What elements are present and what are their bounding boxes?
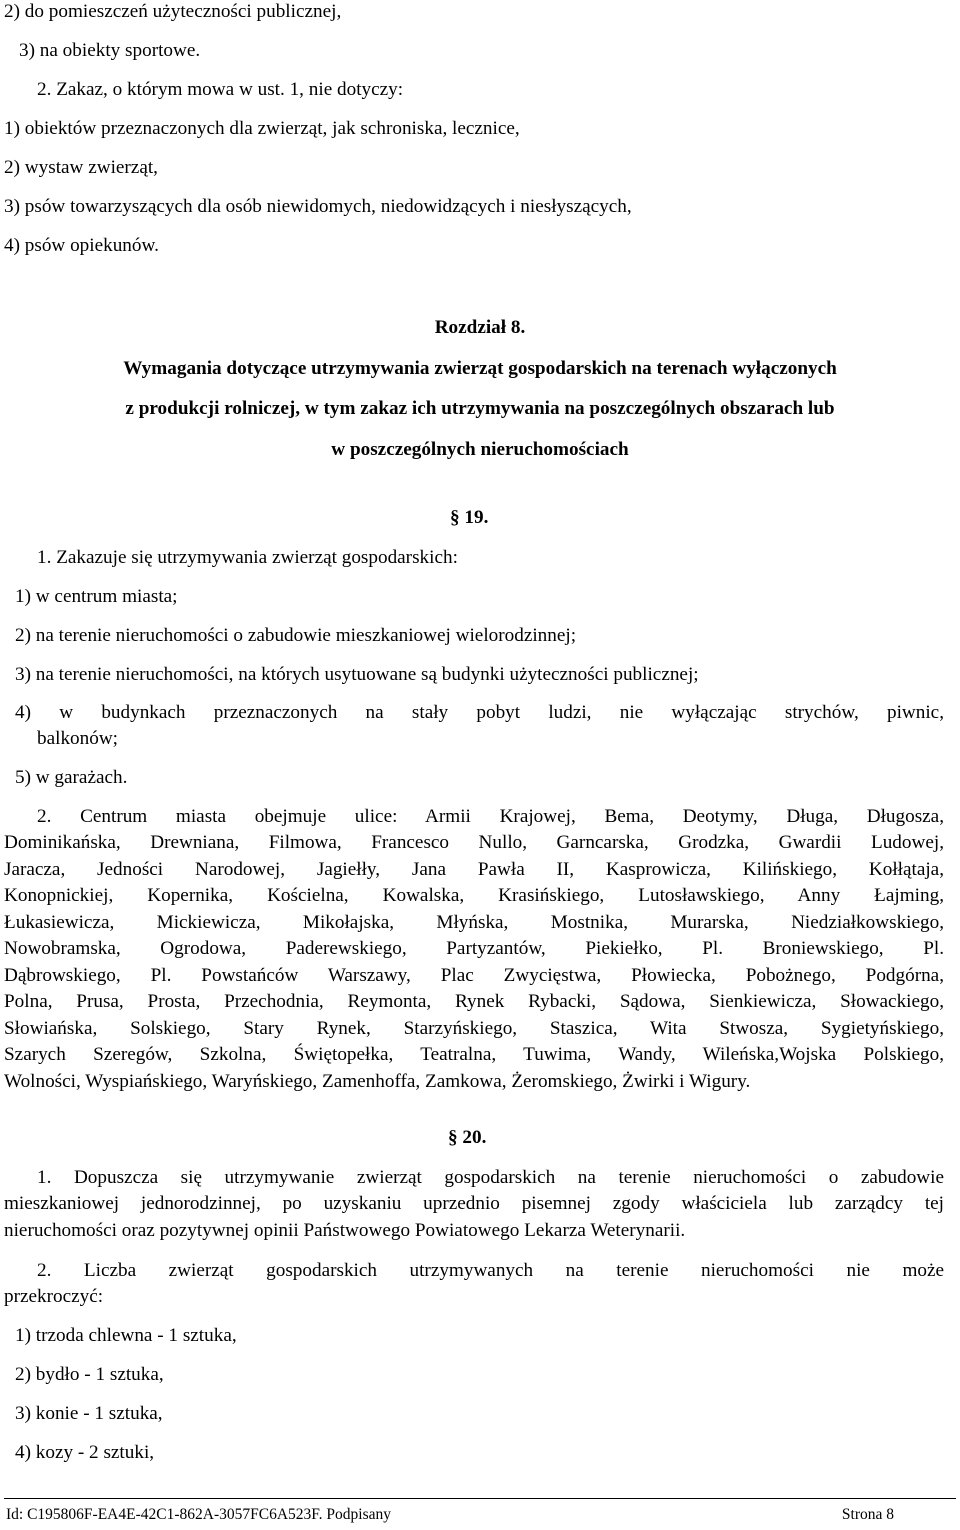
footer-divider: [4, 1498, 956, 1499]
paragraph-line: 1. Dopuszcza się utrzymywanie zwierząt gospodarskich na terenie nieruchomości o zabudowie: [37, 1167, 944, 1188]
section-number: 20.: [462, 1127, 487, 1148]
section-heading-20: [448, 1126, 486, 1149]
paragraph-line: Dąbrowskiego, Pl. Powstańców Warszawy, Plac Zwycięstwa, Płowiecka, Pobożnego, Podgórna,: [4, 965, 944, 986]
document-id: Id: C195806F-EA4E-42C1-862A-3057FC6A523F. Podpisany: [6, 1506, 391, 1523]
paragraph-line: 2. Centrum miasta obejmuje ulice: Armii Krajowej, Bema, Deotymy, Długa, Długosza,: [37, 806, 944, 827]
list-item: 3) psów towarzyszących dla osób niewidomych, niedowidzących i niesłyszących,: [4, 196, 632, 217]
paragraph-line: Dominikańska, Drewniana, Filmowa, Francesco Nullo, Garncarska, Grodzka, Gwardii Ludowej,: [4, 832, 944, 853]
paragraph-line: mieszkaniowej jednorodzinnej, po uzyskaniu uprzednio pisemnej zgody właściciela lub zarządcy tej: [4, 1193, 944, 1214]
list-item: 1) trzoda chlewna - 1 sztuka,: [15, 1325, 237, 1346]
paragraph-line: Łukasiewicza, Mickiewicza, Mikołajska, Młyńska, Mostnika, Murarska, Niedziałkowskiego,: [4, 912, 944, 933]
list-item: 4) w budynkach przeznaczonych na stały pobyt ludzi, nie wyłączając strychów, piwnic,: [15, 702, 944, 723]
section-heading-19: [450, 506, 488, 529]
paragraph-line: Jaracza, Jedności Narodowej, Jagiełły, Jana Pawła II, Kasprowicza, Kilińskiego, Kołłątaja,: [4, 859, 944, 880]
list-item: 1) obiektów przeznaczonych dla zwierząt, jak schroniska, lecznice,: [4, 118, 520, 139]
paragraph-line: Nowobramska, Ogrodowa, Paderewskiego, Partyzantów, Piekiełko, Pl. Broniewskiego, Pl.: [4, 938, 944, 959]
paragraph-line: Polna, Prusa, Prosta, Przechodnia, Reymonta, Rynek Rybacki, Sądowa, Sienkiewicza, Słowackiego,: [4, 991, 944, 1012]
paragraph-line: Słowiańska, Solskiego, Stary Rynek, Starzyńskiego, Staszica, Wita Stwosza, Sygietyńskiego,: [4, 1018, 944, 1039]
chapter-title-line: z produkcji rolniczej, w tym zakaz ich utrzymywania na poszczególnych obszarach lub: [125, 398, 835, 419]
list-item: 3) na obiekty sportowe.: [19, 40, 201, 61]
list-item: 1) w centrum miasta;: [15, 586, 178, 607]
list-item: 2) bydło - 1 sztuka,: [15, 1364, 164, 1385]
list-item: 3) konie - 1 sztuka,: [15, 1403, 163, 1424]
paragraph-line: Konopnickiej, Kopernika, Kościelna, Kowalska, Krasińskiego, Lutosławskiego, Anny Łajming,: [4, 885, 944, 906]
chapter-label: Rozdział 8.: [434, 317, 526, 338]
section-number: 19.: [464, 507, 489, 528]
paragraph-intro: 2. Zakaz, o którym mowa w ust. 1, nie dotyczy:: [37, 79, 404, 100]
paragraph-line: nieruchomości oraz pozytywnej opinii Państwowego Powiatowego Lekarza Weterynarii.: [4, 1220, 686, 1241]
list-item: 3) na terenie nieruchomości, na których usytuowane są budynki użyteczności publicznej;: [15, 664, 699, 685]
list-item: 4) kozy - 2 sztuki,: [15, 1442, 155, 1463]
list-item: 2) na terenie nieruchomości o zabudowie mieszkaniowej wielorodzinnej;: [15, 625, 577, 646]
section-symbol: §: [448, 1127, 458, 1148]
list-item: 5) w garażach.: [15, 767, 128, 788]
section-symbol: §: [450, 507, 460, 528]
chapter-title-line: w poszczególnych nieruchomościach: [331, 439, 629, 460]
paragraph-line: przekroczyć:: [4, 1286, 104, 1307]
paragraph-line: Szarych Szeregów, Szkolna, Świętopełka, Teatralna, Tuwima, Wandy, Wileńska,Wojska Polskiego,: [4, 1044, 944, 1065]
chapter-title-line: Wymagania dotyczące utrzymywania zwierząt gospodarskich na terenach wyłączonych: [123, 358, 837, 379]
list-item-continuation: balkonów;: [37, 728, 119, 749]
page-number: Strona 8: [841, 1506, 894, 1523]
paragraph-line: Wolności, Wyspiańskiego, Waryńskiego, Zamenhoffa, Zamkowa, Żeromskiego, Żwirki i Wigury.: [4, 1071, 751, 1092]
paragraph-line: 2. Liczba zwierząt gospodarskich utrzymywanych na terenie nieruchomości nie może: [37, 1260, 944, 1281]
list-item: 2) do pomieszczeń użyteczności publicznej,: [4, 1, 342, 22]
list-item: 4) psów opiekunów.: [4, 235, 159, 256]
list-item: 2) wystaw zwierząt,: [4, 157, 158, 178]
paragraph-intro: 1. Zakazuje się utrzymywania zwierząt gospodarskich:: [37, 547, 458, 568]
